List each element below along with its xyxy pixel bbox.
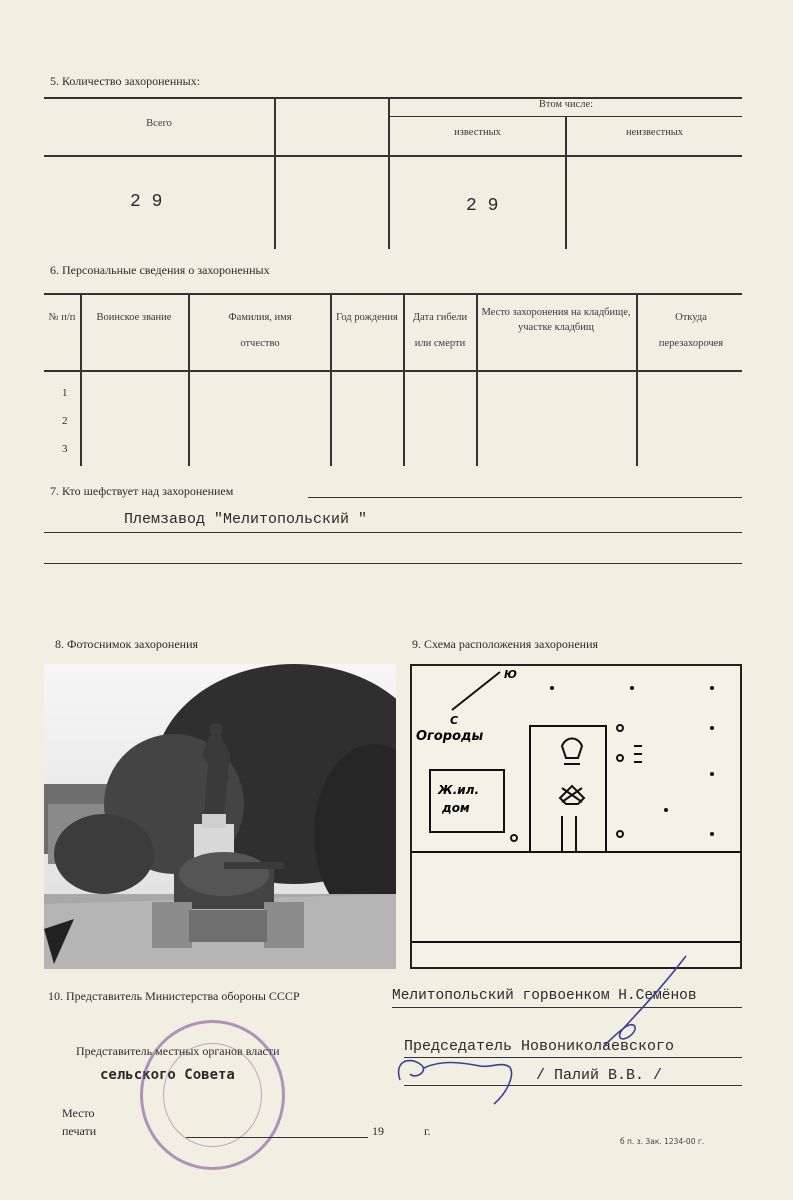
official-seal-stamp: [140, 1020, 285, 1170]
local-council-label: сельского Совета: [100, 1067, 235, 1083]
scheme-drawing: [412, 666, 740, 967]
col-total-header: Всего: [146, 118, 172, 129]
scheme-house-label-1: Ж.ил.: [438, 783, 480, 797]
scheme-south-label: С: [450, 714, 459, 727]
sec6-vline-2: [188, 293, 190, 466]
sec7-line-2: [44, 532, 742, 533]
header-rank: Воинское звание: [96, 312, 172, 323]
scheme-north-label: Ю: [504, 668, 517, 681]
local-rep-value-1: Председатель Новониколаевского: [404, 1038, 675, 1055]
section8-title: 8. Фотоснимок захоронения: [55, 637, 199, 651]
value-total: 2 9: [130, 192, 163, 212]
header-reburied-from: Откуда перезахорочея: [658, 312, 724, 349]
section9-title: 9. Схема расположения захоронения: [412, 637, 599, 651]
sec5-header-line: [44, 155, 742, 157]
seal-label: печати: [62, 1124, 97, 1138]
sec6-vline-6: [636, 293, 638, 466]
row-number-2: 2: [62, 415, 68, 427]
scheme-gardens-label: Огороды: [416, 729, 484, 744]
section6-title: 6. Персональные сведения о захороненных: [50, 263, 270, 277]
local-rep-value-2: / Палий В.В. /: [536, 1067, 663, 1084]
date-line: [186, 1137, 368, 1138]
print-code: б п. з. Зак. 1234-00 г.: [620, 1137, 705, 1146]
header-burial-place: Место захоронения на кладбище, участке кладбищ: [481, 307, 631, 333]
col-known-header: известных: [454, 127, 501, 138]
header-death-date: Дата гибели или смерти: [412, 312, 468, 349]
burial-photo: [44, 664, 396, 969]
year-prefix: 19: [372, 1124, 384, 1138]
local-rep-label: Представитель местных органов власти: [76, 1044, 280, 1058]
place-label: Место: [62, 1106, 95, 1120]
monument-photo-image: [44, 664, 396, 969]
header-name: Фамилия, имя отчество: [228, 312, 292, 349]
header-number: № п/п: [48, 312, 76, 323]
sec5-vline-1: [274, 97, 276, 249]
section10-title: 10. Представитель Министерства обороны СССР: [48, 989, 300, 1003]
row-number-1: 1: [62, 387, 68, 399]
value-known: 2 9: [466, 196, 499, 216]
section7-title: 7. Кто шефствует над захоронением: [50, 484, 234, 498]
burial-location-scheme: [410, 664, 742, 969]
year-unit: г.: [424, 1124, 431, 1138]
sec6-vline-5: [476, 293, 478, 466]
scheme-house-label-2: дом: [442, 801, 470, 815]
sec5-vline-2: [388, 97, 390, 249]
row-number-3: 3: [62, 443, 68, 455]
defense-rep-value: Мелитопольский горвоенком Н.Семёнов: [392, 988, 697, 1004]
sec6-vline-3: [330, 293, 332, 466]
patron-value: Племзавод "Мелитопольский ": [124, 511, 368, 528]
handwritten-signatures: [390, 950, 710, 1110]
sec7-line-1: [308, 497, 742, 498]
section5-title: 5. Количество захороненных:: [50, 74, 201, 88]
header-birth-year: Год рождения: [336, 312, 398, 323]
sec7-line-3: [44, 563, 742, 564]
col-including-header: Втом числе:: [538, 99, 594, 110]
sec6-vline-1: [80, 293, 82, 466]
col-unknown-header: неизвестных: [625, 127, 684, 138]
